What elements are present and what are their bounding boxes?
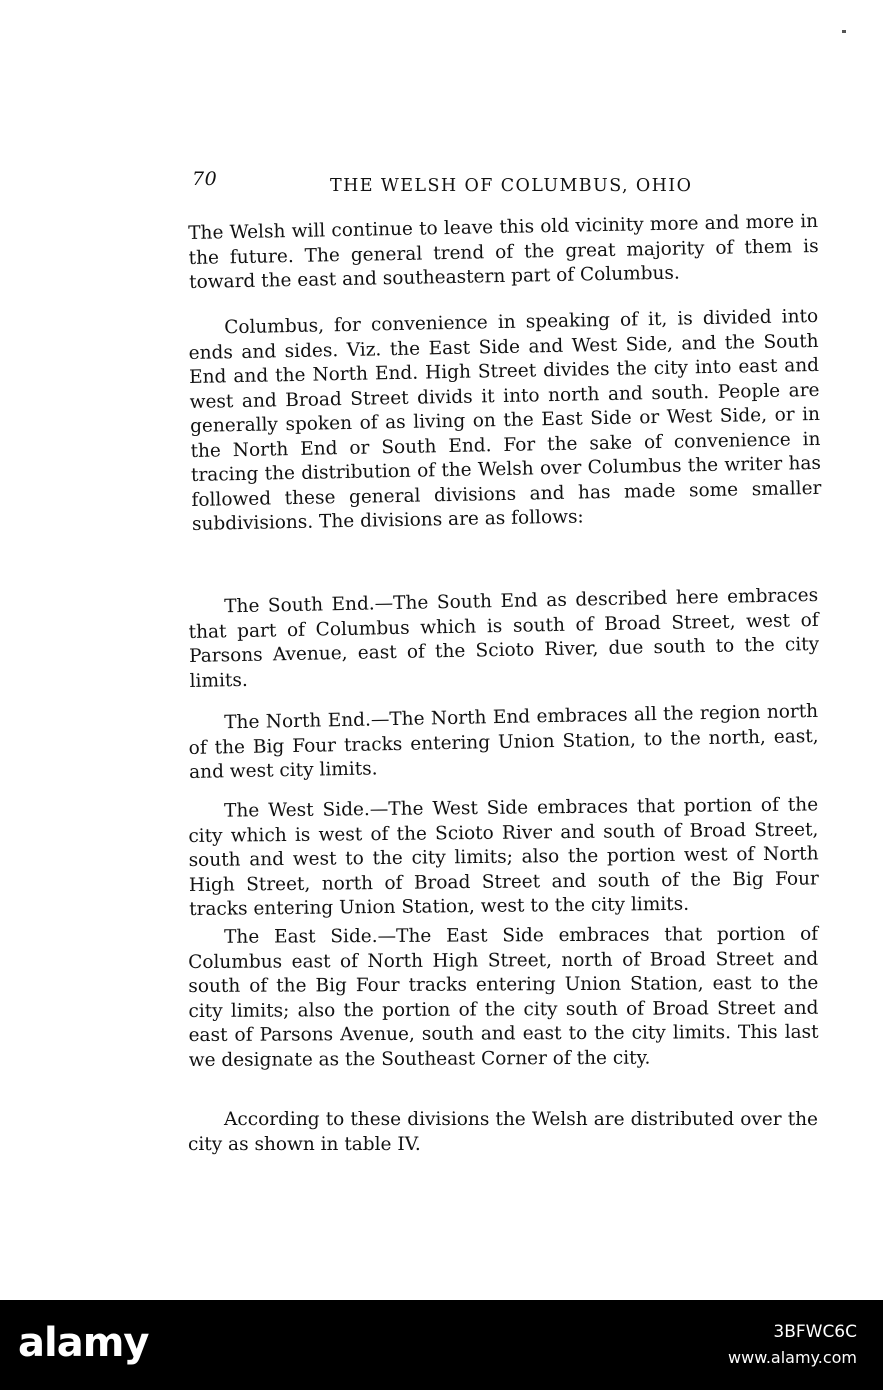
alamy-logo: alamy: [18, 1320, 149, 1366]
page-number: 70: [192, 168, 218, 190]
paragraph-welsh-leaving: The Welsh will continue to leave this old vicinity more and more in the future. The general trend of the great majority of them is toward the east and southeastern part of Columbus.: [188, 210, 819, 293]
watermark-footer: [0, 1300, 883, 1390]
image-id: 3BFWC6C: [773, 1322, 857, 1342]
paragraph-distribution: According to these divisions the Welsh are distributed over the city as shown in table IV.: [188, 1109, 818, 1155]
scan-speck: [842, 30, 846, 33]
paragraph-city-divisions: Columbus, for convenience in speaking of it, is divided into ends and sides. Viz. the East Side and West Side, and the South End and the North End. High Street divides the city into east and west and Broad Street divids it into north and south. People are generally spoken of as living on the East Side or West Side, or in the North End or South End. For the sake of convenience in tracing the distribution of the Welsh over Columbus the writer has followed these general divisions and has made some smaller subdivisions. The divisions are as follows:: [188, 305, 822, 535]
paragraph-west-side: The West Side.—The West Side embraces that portion of the city which is west of the Scioto River and south of Broad Street, south and west to the city limits; also the portion west of North High Street, north of Broad Street and south of the Big Four tracks entering Union Station, west to the city limits.: [188, 794, 819, 920]
paragraph-south-end: The South End.—The South End as described here embraces that part of Columbus which is south of Broad Street, west of Parsons Avenue, east of the Scioto River, due south to the city limits.: [188, 584, 820, 692]
paragraph-north-end: The North End.—The North End embraces all the region north of the Big Four tracks entering Union Station, to the north, east, and west city limits.: [188, 700, 819, 783]
running-head: THE WELSH OF COLUMBUS, OHIO: [330, 176, 693, 196]
site-url: www.alamy.com: [728, 1348, 857, 1367]
paragraph-east-side: The East Side.—The East Side embraces that portion of Columbus east of North High Street, north of Broad Street and south of the Big Four tracks entering Union Station, east to the city limits; also the portion of the city south of Broad Street and east of Parsons Avenue, south and east to the city limits. This last we designate as the Southeast Corner of the city.: [188, 923, 819, 1071]
